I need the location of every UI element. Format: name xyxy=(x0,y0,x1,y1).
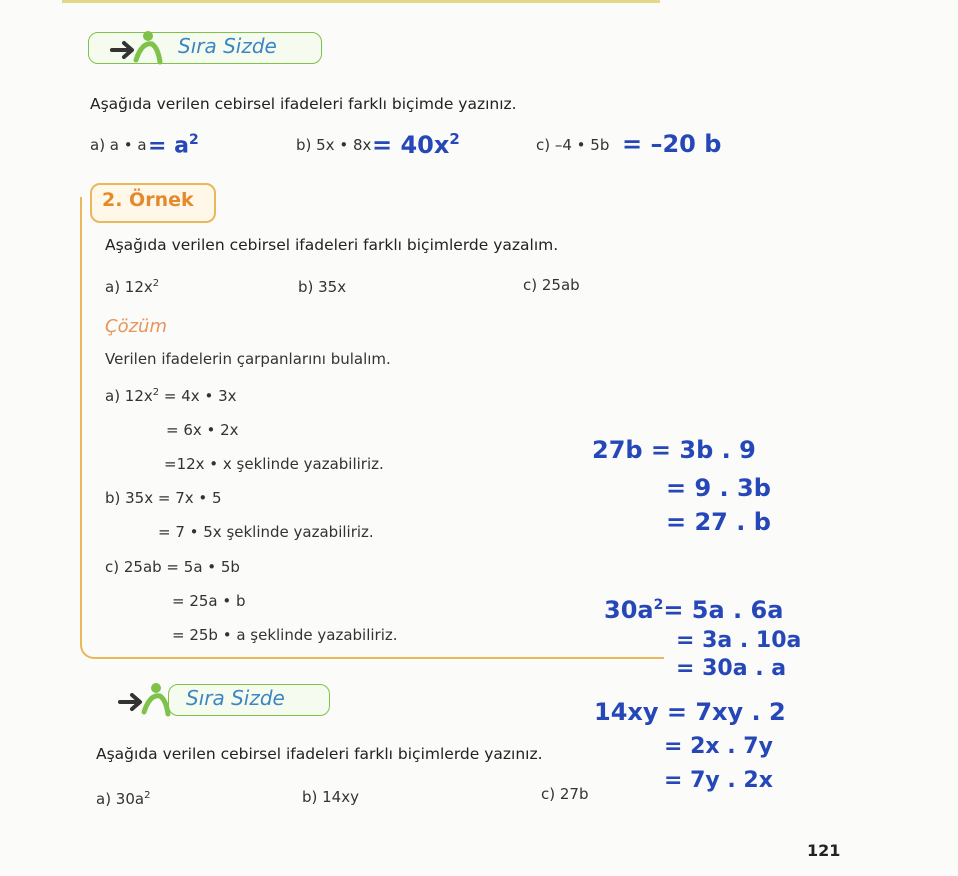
section1-item-a: a) a • a xyxy=(90,136,147,154)
section1-answer-b: = $40x^2$ xyxy=(372,130,460,159)
arrow-person-icon xyxy=(116,680,172,720)
section1-answer-c: = –20 b xyxy=(622,130,722,158)
section1-item-b: b) 5x • 8x xyxy=(296,136,372,154)
handwritten-14xy-line1: 14xy = 7xy . 2 xyxy=(594,698,786,726)
page-number: 121 xyxy=(807,841,841,860)
ornek-label: 2. Örnek xyxy=(102,189,194,211)
example-instruction: Aşağıda verilen cebirsel ifadeleri farklı biçimlerde yazalım. xyxy=(105,236,559,254)
handwritten-14xy-line2: = 2x . 7y xyxy=(664,734,773,759)
handwritten-27b-line1: 27b = 3b . 9 xyxy=(592,436,756,464)
top-divider xyxy=(62,0,660,3)
sira-sizde-label-1: Sıra Sizde xyxy=(178,34,277,58)
example-item-c: c) 25ab xyxy=(523,276,580,294)
section2-item-b: b) 14xy xyxy=(302,788,359,806)
solution-a-line3: =12x • x şeklinde yazabiliriz. xyxy=(164,455,384,473)
section1-answer-a: = $a^2$ xyxy=(148,132,199,159)
solution-c-line1: c) 25ab = 5a • 5b xyxy=(105,558,240,576)
handwritten-27b-line3: = 27 . b xyxy=(666,508,771,536)
example-item-a: a) $12x^2$ xyxy=(105,278,160,296)
section2-item-a: a) $30a^2$ xyxy=(96,790,151,808)
section2-instruction: Aşağıda verilen cebirsel ifadeleri farklı biçimlerde yazınız. xyxy=(96,745,543,763)
handwritten-30a-line3: = 30a . a xyxy=(676,656,787,681)
example-item-b: b) 35x xyxy=(298,278,347,296)
sira-sizde-label-2: Sıra Sizde xyxy=(186,686,285,710)
solution-a-line1: a) $12x^2 = 4x$ • 3x xyxy=(105,387,237,405)
arrow-person-icon xyxy=(108,28,164,68)
handwritten-14xy-line3: = 7y . 2x xyxy=(664,768,773,793)
handwritten-27b-line2: = 9 . 3b xyxy=(666,474,771,502)
solution-intro: Verilen ifadelerin çarpanlarını bulalım. xyxy=(105,350,391,368)
section1-item-c: c) –4 • 5b xyxy=(536,136,610,154)
section2-item-c: c) 27b xyxy=(541,785,589,803)
handwritten-30a-line2: = 3a . 10a xyxy=(676,628,802,653)
solution-b-line1: b) 35x = 7x • 5 xyxy=(105,489,222,507)
solution-title: Çözüm xyxy=(105,316,167,337)
section1-instruction: Aşağıda verilen cebirsel ifadeleri farklı biçimde yazınız. xyxy=(90,95,517,113)
solution-a-line2: = 6x • 2x xyxy=(166,421,239,439)
solution-c-line3: = 25b • a şeklinde yazabiliriz. xyxy=(172,626,398,644)
solution-c-line2: = 25a • b xyxy=(172,592,246,610)
handwritten-30a-line1: $30a^2= 5a$ . 6a xyxy=(604,596,784,624)
solution-b-line2: = 7 • 5x şeklinde yazabiliriz. xyxy=(158,523,374,541)
